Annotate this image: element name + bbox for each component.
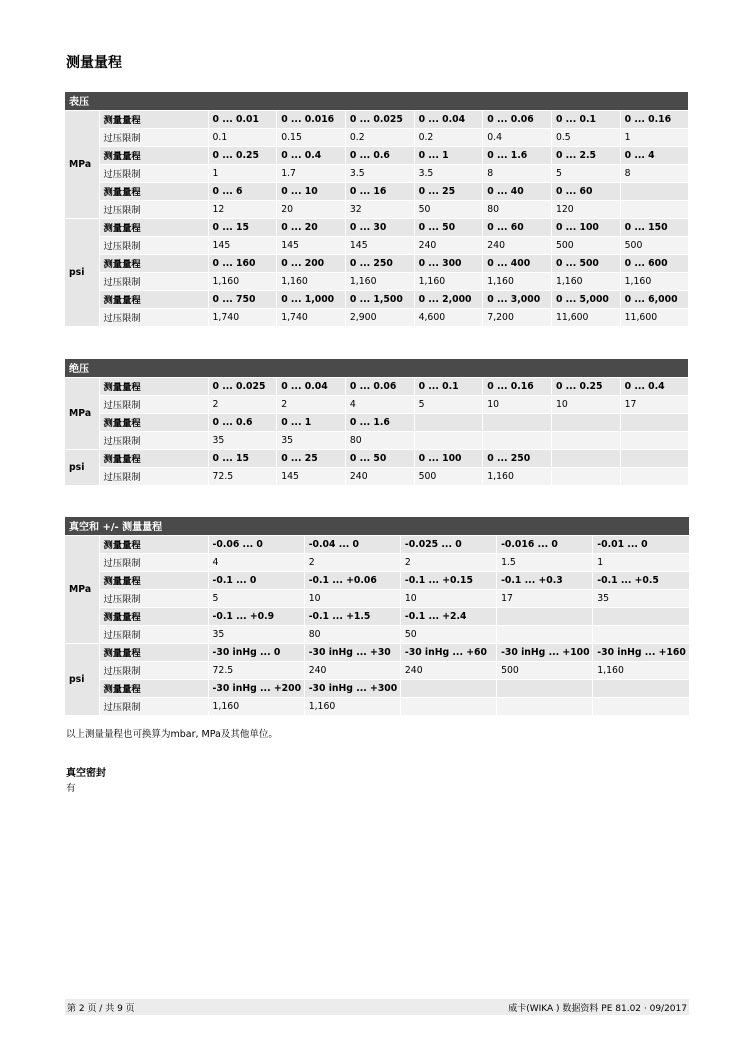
range-value: 0 ... 10 (277, 182, 346, 200)
overload-value: 0.2 (345, 128, 414, 146)
range-row (65, 449, 689, 467)
overload-value (400, 697, 496, 715)
range-value: -0.1 ... 0 (208, 571, 304, 589)
overload-row (65, 272, 689, 290)
overload-row (65, 697, 689, 715)
range-value: 0 ... 2.5 (551, 146, 620, 164)
overload-value: 7,200 (483, 308, 552, 326)
overload-value: 72.5 (208, 661, 304, 679)
range-value: -0.025 ... 0 (400, 535, 496, 553)
overload-value (551, 431, 620, 449)
unit-label: MPa (65, 377, 99, 449)
range-label: 测量量程 (99, 535, 208, 553)
overload-label: 过压限制 (99, 272, 208, 290)
overload-value (593, 697, 689, 715)
range-value: 0 ... 1.6 (345, 413, 414, 431)
overload-value: 2,900 (345, 308, 414, 326)
overload-value: 11,600 (551, 308, 620, 326)
overload-value: 35 (208, 625, 304, 643)
overload-value: 11,600 (620, 308, 689, 326)
overload-label: 过压限制 (99, 661, 208, 679)
overload-label: 过压限制 (99, 395, 208, 413)
overload-value: 1,160 (304, 697, 400, 715)
vacuum-seal-value: 有 (66, 783, 76, 794)
range-row (65, 535, 689, 553)
section-header-row (65, 517, 689, 535)
overload-value: 0.4 (483, 128, 552, 146)
range-value: 0 ... 0.25 (208, 146, 277, 164)
range-value (497, 607, 593, 625)
range-label: 测量量程 (99, 413, 208, 431)
range-label: 测量量程 (99, 254, 208, 272)
range-value: 0 ... 15 (208, 449, 277, 467)
overload-label: 过压限制 (99, 553, 208, 571)
overload-row (65, 661, 689, 679)
overload-value: 1 (208, 164, 277, 182)
range-label: 测量量程 (99, 607, 208, 625)
overload-label: 过压限制 (99, 467, 208, 485)
overload-value: 50 (400, 625, 496, 643)
range-value (620, 182, 689, 200)
unit-label: psi (65, 643, 99, 715)
overload-value: 80 (483, 200, 552, 218)
range-value (497, 679, 593, 697)
overload-value: 1,160 (483, 272, 552, 290)
overload-label: 过压限制 (99, 625, 208, 643)
document-reference: 威卡(WIKA ) 数据资料 PE 81.02 · 09/2017 (508, 1004, 687, 1014)
overload-value: 80 (345, 431, 414, 449)
overload-row (65, 200, 689, 218)
range-value: -30 inHg ... +100 (497, 643, 593, 661)
range-value: 0 ... 0.04 (414, 110, 483, 128)
overload-value: 1,160 (551, 272, 620, 290)
overload-row (65, 431, 689, 449)
range-value: 0 ... 100 (414, 449, 483, 467)
overload-value (497, 625, 593, 643)
range-row (65, 254, 689, 272)
range-label: 测量量程 (99, 643, 208, 661)
range-value: 0 ... 0.016 (277, 110, 346, 128)
range-value (593, 679, 689, 697)
range-label: 测量量程 (99, 218, 208, 236)
range-value: 0 ... 200 (277, 254, 346, 272)
range-value: -30 inHg ... +200 (208, 679, 304, 697)
overload-value: 4 (345, 395, 414, 413)
range-value: -0.1 ... +0.5 (593, 571, 689, 589)
overload-value: 500 (620, 236, 689, 254)
range-value: -0.016 ... 0 (497, 535, 593, 553)
overload-value: 1,160 (277, 272, 346, 290)
range-value: 0 ... 40 (483, 182, 552, 200)
range-row (65, 571, 689, 589)
range-value: -0.1 ... +0.15 (400, 571, 496, 589)
range-value: 0 ... 6 (208, 182, 277, 200)
range-value: 0 ... 1,000 (277, 290, 346, 308)
overload-value: 145 (208, 236, 277, 254)
section-header-row (65, 359, 689, 377)
range-value: -0.04 ... 0 (304, 535, 400, 553)
overload-value: 8 (483, 164, 552, 182)
range-value: 0 ... 250 (345, 254, 414, 272)
vacuum-seal-heading: 真空密封 (66, 768, 106, 779)
overload-value: 4 (208, 553, 304, 571)
overload-label: 过压限制 (99, 200, 208, 218)
overload-value (593, 625, 689, 643)
range-value (620, 449, 689, 467)
range-value: 0 ... 0.16 (620, 110, 689, 128)
range-value: 0 ... 0.6 (345, 146, 414, 164)
page-number: 第 2 页 / 共 9 页 (67, 1004, 135, 1014)
overload-row (65, 308, 689, 326)
overload-value: 20 (277, 200, 346, 218)
range-value: 0 ... 250 (483, 449, 552, 467)
range-value: 0 ... 300 (414, 254, 483, 272)
range-label: 测量量程 (99, 146, 208, 164)
overload-value: 1,160 (414, 272, 483, 290)
range-row (65, 290, 689, 308)
range-value: 0 ... 0.4 (620, 377, 689, 395)
range-label: 测量量程 (99, 377, 208, 395)
range-value (593, 607, 689, 625)
range-value: 0 ... 500 (551, 254, 620, 272)
range-value: 0 ... 0.25 (551, 377, 620, 395)
section-header-row (65, 92, 689, 110)
overload-value: 10 (551, 395, 620, 413)
range-value: -0.06 ... 0 (208, 535, 304, 553)
range-value: 0 ... 16 (345, 182, 414, 200)
absolute-pressure-table (65, 359, 689, 486)
overload-value: 240 (414, 236, 483, 254)
range-value: 0 ... 0.06 (483, 110, 552, 128)
overload-label: 过压限制 (99, 431, 208, 449)
range-value: 0 ... 50 (414, 218, 483, 236)
overload-value: 2 (208, 395, 277, 413)
range-value: -0.01 ... 0 (593, 535, 689, 553)
overload-label: 过压限制 (99, 236, 208, 254)
range-label: 测量量程 (99, 182, 208, 200)
overload-value: 10 (400, 589, 496, 607)
range-value: -0.1 ... +1.5 (304, 607, 400, 625)
range-value: -30 inHg ... +160 (593, 643, 689, 661)
unit-label: psi (65, 449, 99, 485)
overload-value (620, 431, 689, 449)
range-label: 测量量程 (99, 449, 208, 467)
range-row (65, 218, 689, 236)
overload-value: 240 (304, 661, 400, 679)
overload-value: 10 (304, 589, 400, 607)
overload-value: 500 (414, 467, 483, 485)
overload-value: 1 (593, 553, 689, 571)
overload-value: 0.1 (208, 128, 277, 146)
overload-value: 2 (400, 553, 496, 571)
overload-row (65, 395, 689, 413)
range-value: -0.1 ... +0.9 (208, 607, 304, 625)
range-row (65, 413, 689, 431)
range-value: 0 ... 25 (277, 449, 346, 467)
range-value: 0 ... 0.4 (277, 146, 346, 164)
range-value: 0 ... 60 (483, 218, 552, 236)
range-value (620, 413, 689, 431)
range-value: 0 ... 0.1 (551, 110, 620, 128)
overload-label: 过压限制 (99, 589, 208, 607)
overload-value: 80 (304, 625, 400, 643)
overload-value: 10 (483, 395, 552, 413)
overload-label: 过压限制 (99, 308, 208, 326)
overload-value: 0.5 (551, 128, 620, 146)
overload-value: 240 (345, 467, 414, 485)
range-row (65, 110, 689, 128)
overload-value (414, 431, 483, 449)
overload-value: 5 (208, 589, 304, 607)
overload-value: 500 (497, 661, 593, 679)
range-row (65, 146, 689, 164)
overload-value (551, 467, 620, 485)
range-row (65, 377, 689, 395)
range-value: 0 ... 20 (277, 218, 346, 236)
range-value: 0 ... 160 (208, 254, 277, 272)
overload-value (497, 697, 593, 715)
range-value: -30 inHg ... +300 (304, 679, 400, 697)
range-value: 0 ... 1 (414, 146, 483, 164)
range-value: 0 ... 0.6 (208, 413, 277, 431)
range-value: 0 ... 6,000 (620, 290, 689, 308)
overload-value: 17 (620, 395, 689, 413)
range-value: -0.1 ... +0.06 (304, 571, 400, 589)
overload-value: 35 (277, 431, 346, 449)
overload-value: 1,740 (277, 308, 346, 326)
range-value (551, 449, 620, 467)
overload-value: 3.5 (345, 164, 414, 182)
overload-value: 0.2 (414, 128, 483, 146)
overload-label: 过压限制 (99, 128, 208, 146)
unit-label: MPa (65, 535, 99, 643)
overload-value: 5 (551, 164, 620, 182)
range-value: 0 ... 15 (208, 218, 277, 236)
section-title: 表压 (65, 92, 689, 110)
range-value: 0 ... 50 (345, 449, 414, 467)
overload-value: 1.7 (277, 164, 346, 182)
range-value: 0 ... 0.04 (277, 377, 346, 395)
range-value: 0 ... 1,500 (345, 290, 414, 308)
overload-value: 35 (593, 589, 689, 607)
range-value: 0 ... 60 (551, 182, 620, 200)
overload-value: 1 (620, 128, 689, 146)
range-value: 0 ... 4 (620, 146, 689, 164)
range-value: 0 ... 30 (345, 218, 414, 236)
range-value (551, 413, 620, 431)
range-value: 0 ... 150 (620, 218, 689, 236)
overload-value: 1,160 (345, 272, 414, 290)
overload-value: 500 (551, 236, 620, 254)
range-value: 0 ... 0.06 (345, 377, 414, 395)
overload-value: 240 (483, 236, 552, 254)
range-value: 0 ... 400 (483, 254, 552, 272)
range-value: 0 ... 2,000 (414, 290, 483, 308)
overload-value: 50 (414, 200, 483, 218)
range-value (400, 679, 496, 697)
range-value: 0 ... 0.01 (208, 110, 277, 128)
overload-value: 145 (345, 236, 414, 254)
range-value: -0.1 ... +0.3 (497, 571, 593, 589)
range-label: 测量量程 (99, 679, 208, 697)
range-value: 0 ... 0.16 (483, 377, 552, 395)
range-value (483, 413, 552, 431)
overload-value: 1.5 (497, 553, 593, 571)
range-value: 0 ... 0.1 (414, 377, 483, 395)
range-value: -0.1 ... +2.4 (400, 607, 496, 625)
section-title: 真空和 +/- 测量量程 (65, 517, 689, 535)
overload-value: 1,160 (483, 467, 552, 485)
overload-value: 2 (277, 395, 346, 413)
overload-row (65, 553, 689, 571)
range-value: -30 inHg ... +60 (400, 643, 496, 661)
range-value: -30 inHg ... 0 (208, 643, 304, 661)
range-value: 0 ... 1 (277, 413, 346, 431)
overload-value: 145 (277, 467, 346, 485)
range-label: 测量量程 (99, 290, 208, 308)
overload-value: 72.5 (208, 467, 277, 485)
range-value: 0 ... 1.6 (483, 146, 552, 164)
overload-value: 2 (304, 553, 400, 571)
page-title: 测量量程 (66, 55, 122, 71)
range-value: 0 ... 3,000 (483, 290, 552, 308)
range-label: 测量量程 (99, 110, 208, 128)
vacuum-range-table (65, 517, 690, 716)
range-value (414, 413, 483, 431)
overload-label: 过压限制 (99, 697, 208, 715)
overload-row (65, 164, 689, 182)
overload-value: 120 (551, 200, 620, 218)
range-value: 0 ... 0.025 (345, 110, 414, 128)
overload-value: 5 (414, 395, 483, 413)
page-footer (65, 999, 689, 1015)
range-value: 0 ... 600 (620, 254, 689, 272)
overload-row (65, 236, 689, 254)
unit-label: MPa (65, 110, 99, 218)
range-row (65, 643, 689, 661)
overload-value: 4,600 (414, 308, 483, 326)
overload-value: 1,160 (620, 272, 689, 290)
overload-label: 过压限制 (99, 164, 208, 182)
overload-value: 17 (497, 589, 593, 607)
overload-value: 0.15 (277, 128, 346, 146)
range-value: 0 ... 5,000 (551, 290, 620, 308)
overload-value: 240 (400, 661, 496, 679)
overload-value: 32 (345, 200, 414, 218)
overload-value: 145 (277, 236, 346, 254)
range-value: -30 inHg ... +30 (304, 643, 400, 661)
overload-value: 1,160 (208, 272, 277, 290)
range-label: 测量量程 (99, 571, 208, 589)
range-value: 0 ... 750 (208, 290, 277, 308)
overload-value: 8 (620, 164, 689, 182)
overload-row (65, 625, 689, 643)
overload-value: 12 (208, 200, 277, 218)
unit-label: psi (65, 218, 99, 326)
gauge-pressure-table (65, 92, 689, 327)
conversion-note: 以上测量量程也可换算为mbar, MPa及其他单位。 (66, 729, 278, 740)
overload-value: 1,740 (208, 308, 277, 326)
overload-value: 1,160 (593, 661, 689, 679)
overload-row (65, 128, 689, 146)
range-row (65, 182, 689, 200)
overload-value (483, 431, 552, 449)
range-value: 0 ... 25 (414, 182, 483, 200)
overload-value: 3.5 (414, 164, 483, 182)
range-row (65, 607, 689, 625)
range-row (65, 679, 689, 697)
overload-value: 1,160 (208, 697, 304, 715)
overload-value (620, 200, 689, 218)
overload-row (65, 467, 689, 485)
section-title: 绝压 (65, 359, 689, 377)
range-value: 0 ... 100 (551, 218, 620, 236)
overload-value: 35 (208, 431, 277, 449)
overload-row (65, 589, 689, 607)
range-value: 0 ... 0.025 (208, 377, 277, 395)
overload-value (620, 467, 689, 485)
